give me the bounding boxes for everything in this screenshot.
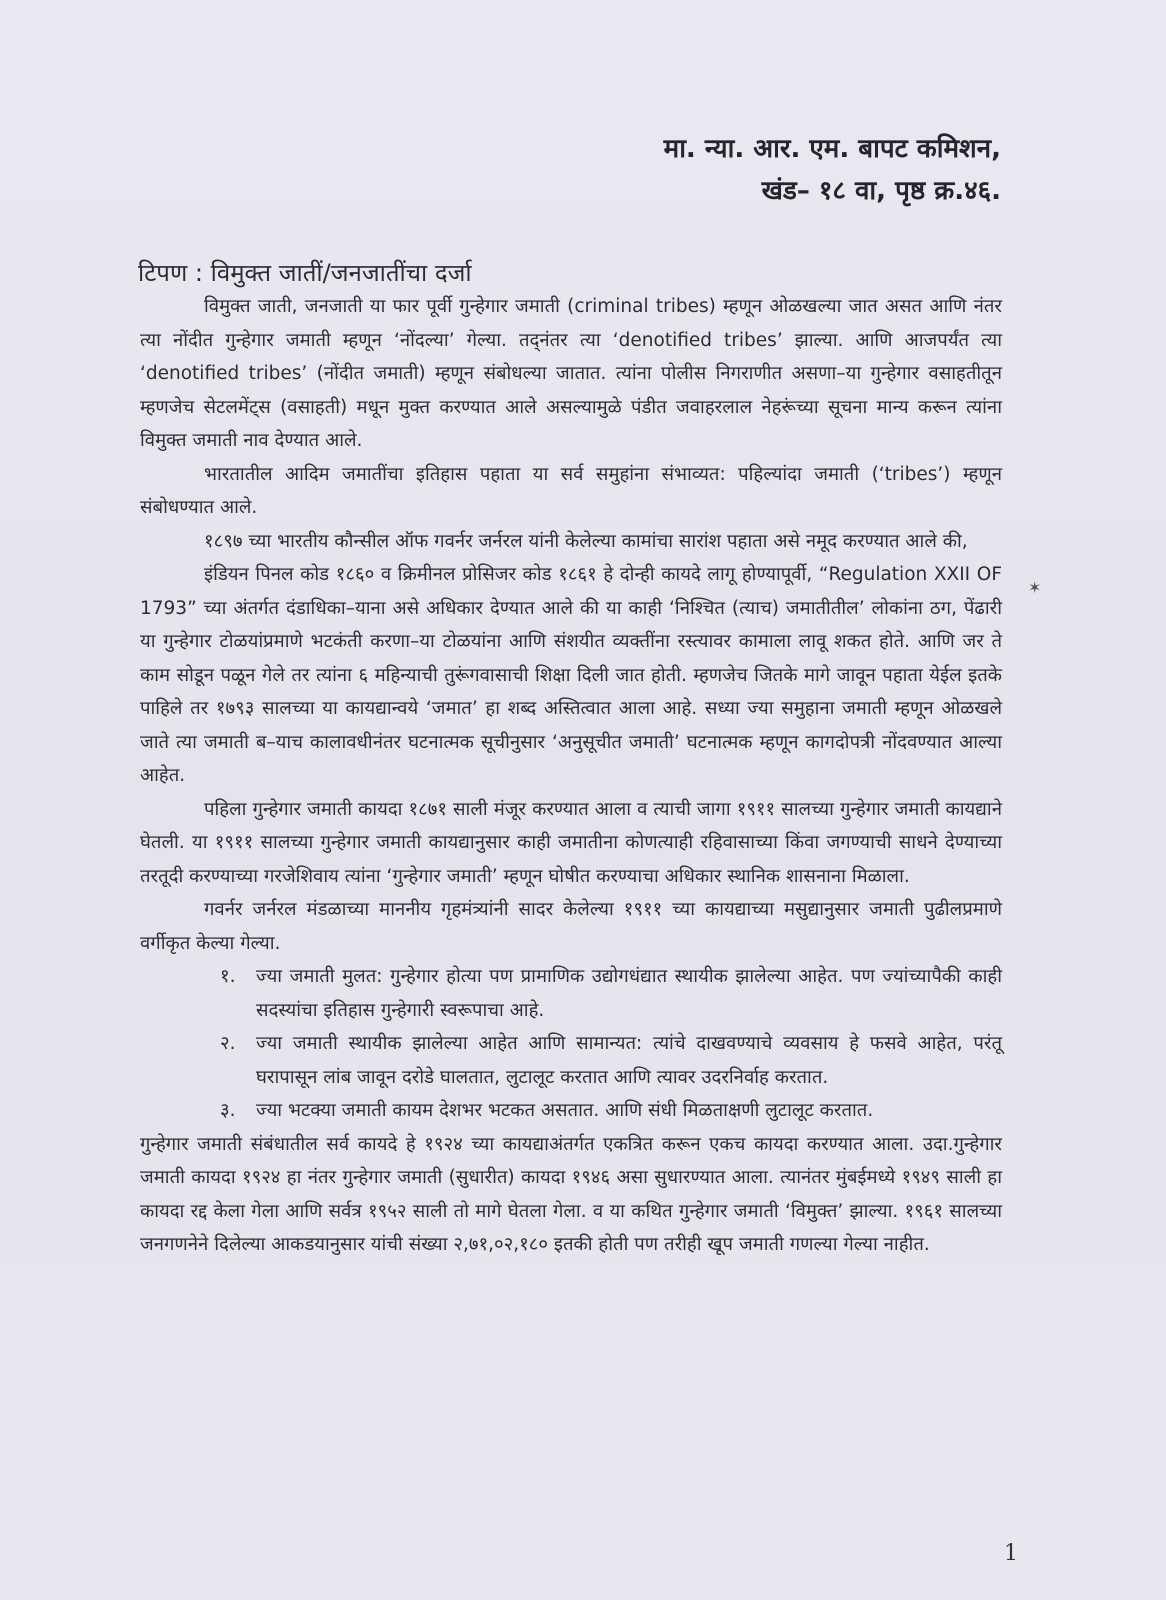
- body-text: [140, 290, 1002, 1262]
- list-item: [140, 960, 1002, 1027]
- page-number: 1: [1004, 1541, 1018, 1566]
- paragraph: इंडियन पिनल कोड १८६० व क्रिमीनल प्रोसिजर कोड १८६१ हे दोन्ही कायदे लागू होण्यापूर्वी, “Regulation XXII OF 1793” च्या अंतर्गत दंडाधिका–याना असे अधिकार देण्यात आले की या काही ‘निश्चित (त्याच) जमातीतील’ लोकांना ठग, पेंढारी या गुन्हेगार टोळयांप्रमाणे भटकंती करणा–या टोळयांना आणि संशयीत व्यक्तींना रस्त्यावर कामाला लावू शकत होते. आणि जर ते काम सोडून पळून गेले तर त्यांना ६ महिन्याची तुरूंगवासाची शिक्षा दिली जात होती. म्हणजेच जितके मागे जावून पहाता येईल इतके पाहिले तर १७९३ सालच्या या कायद्यान्वये ‘जमात’ हा शब्द अस्तित्वात आला आहे. सध्या ज्या समुहाना जमाती म्हणून ओळखले जाते त्या जमाती ब–याच कालावधीनंतर घटनात्मक सूचीनुसार ‘अनुसूचीत जमाती’ घटनात्मक म्हणून कागदोपत्री नोंदवण्यात आल्या आहेत.: [140, 564, 1002, 786]
- list-item: [140, 1094, 1002, 1128]
- closing-paragraph: गुन्हेगार जमाती संबंधातील सर्व कायदे हे १९२४ च्या कायद्याअंतर्गत एकत्रित करून एकच कायदा करण्यात आला. उदा.गुन्हेगार जमाती कायदा १९२४ हा नंतर गुन्हेगार जमाती (सुधारीत) कायदा १९४६ असा सुधारण्यात आला. त्यानंतर मुंबईमध्ये १९४९ साली हा कायदा रद्द केला गेला आणि सर्वत्र १९५२ साली तो मागे घेतला गेला. व या कथित गुन्हेगार जमाती ‘विमुक्त’ झाल्या. १९६१ सालच्या जनगणनेने दिलेल्या आकडयानुसार यांची संख्या २,७१,०२,१८० इतकी होती पण तरीही खूप जमाती गणल्या गेल्या नाहीत.: [140, 1133, 1002, 1255]
- list-number: १.: [220, 966, 236, 987]
- classification-list: [140, 960, 1002, 1128]
- list-item: [140, 1027, 1002, 1094]
- list-text: ज्या भटक्या जमाती कायम देशभर भटकत असतात. आणि संधी मिळताक्षणी लुटालूट करतात.: [256, 1100, 874, 1121]
- list-number: ३.: [220, 1100, 236, 1121]
- citation-line-2: खंड– १८ वा, पृष्ठ क्र.४६.: [761, 176, 1001, 206]
- note-title: टिपण : विमुक्त जातीं/जनजातींचा दर्जा: [138, 259, 472, 287]
- list-text: ज्या जमाती स्थायीक झालेल्या आहेत आणि सामान्यत: त्यांचे दाखवण्याचे व्यवसाय हे फसवे आहेत, परंतू घरापासून लांब जावून दरोडे घालतात, लुटालूट करतात आणि त्यावर उदरनिर्वाह करतात.: [256, 1033, 1002, 1088]
- header-citation: [664, 128, 1001, 212]
- list-text: ज्या जमाती मुलत: गुन्हेगार होत्या पण प्रामाणिक उद्योगधंद्यात स्थायीक झालेल्या आहेत. पण ज्यांच्यापैकी काही सदस्यांचा इतिहास गुन्हेगारी स्वरूपाचा आहे.: [256, 966, 1002, 1021]
- paragraph: भारतातील आदिम जमातींचा इतिहास पहाता या सर्व समुहांना संभाव्यत: पहिल्यांदा जमाती (‘tribes’) म्हणून संबोधण्यात आले.: [140, 463, 1002, 518]
- paragraph: १८९७ च्या भारतीय कौन्सील ऑफ गवर्नर जर्नरल यांनी केलेल्या कामांचा सारांश पहाता असे नमूद करण्यात आले की,: [204, 530, 968, 552]
- paragraph: पहिला गुन्हेगार जमाती कायदा १८७१ साली मंजूर करण्यात आला व त्याची जागा १९११ सालच्या गुन्हेगार जमाती कायद्याने घेतली. या १९११ सालच्या गुन्हेगार जमाती कायद्यानुसार काही जमातीना कोणत्याही रहिवासाच्या किंवा जगण्याची साधने देण्याच्या तरतूदी करण्याच्या गरजेशिवाय त्यांना ‘गुन्हेगार जमाती’ म्हणून घोषीत करण्याचा अधिकार स्थानिक शासनाना मिळाला.: [140, 798, 1002, 887]
- stray-pen-mark: ✶: [1028, 578, 1042, 597]
- citation-line-1: मा. न्या. आर. एम. बापट कमिशन,: [663, 134, 1001, 164]
- paragraph: गवर्नर जर्नरल मंडळाच्या माननीय गृहमंत्र्यांनी सादर केलेल्या १९११ च्या कायद्याच्या मसुद्यानुसार जमाती पुढीलप्रमाणे वर्गीकृत केल्या गेल्या.: [140, 899, 1002, 954]
- paragraph: विमुक्त जाती, जनजाती या फार पूर्वी गुन्हेगार जमाती (criminal tribes) म्हणून ओळखल्या जात असत आणि नंतर त्या नोंदीत गुन्हेगार जमाती म्हणून ‘नोंदल्या’ गेल्या. तद्‌नंतर त्या ‘denotified tribes’ झाल्या. आणि आजपर्यंत त्या ‘denotified tribes’ (नोंदीत जमाती) म्हणून संबोधल्या जातात. त्यांना पोलीस निगराणीत असणा–या गुन्हेगार वसाहतीतून म्हणजेच सेटलमेंट्स (वसाहती) मधून मुक्त करण्यात आले असल्यामुळे पंडीत जवाहरलाल नेहरूंच्या सूचना मान्य करून त्यांना विमुक्त जमाती नाव देण्यात आले.: [140, 296, 1002, 451]
- list-number: २.: [220, 1033, 236, 1054]
